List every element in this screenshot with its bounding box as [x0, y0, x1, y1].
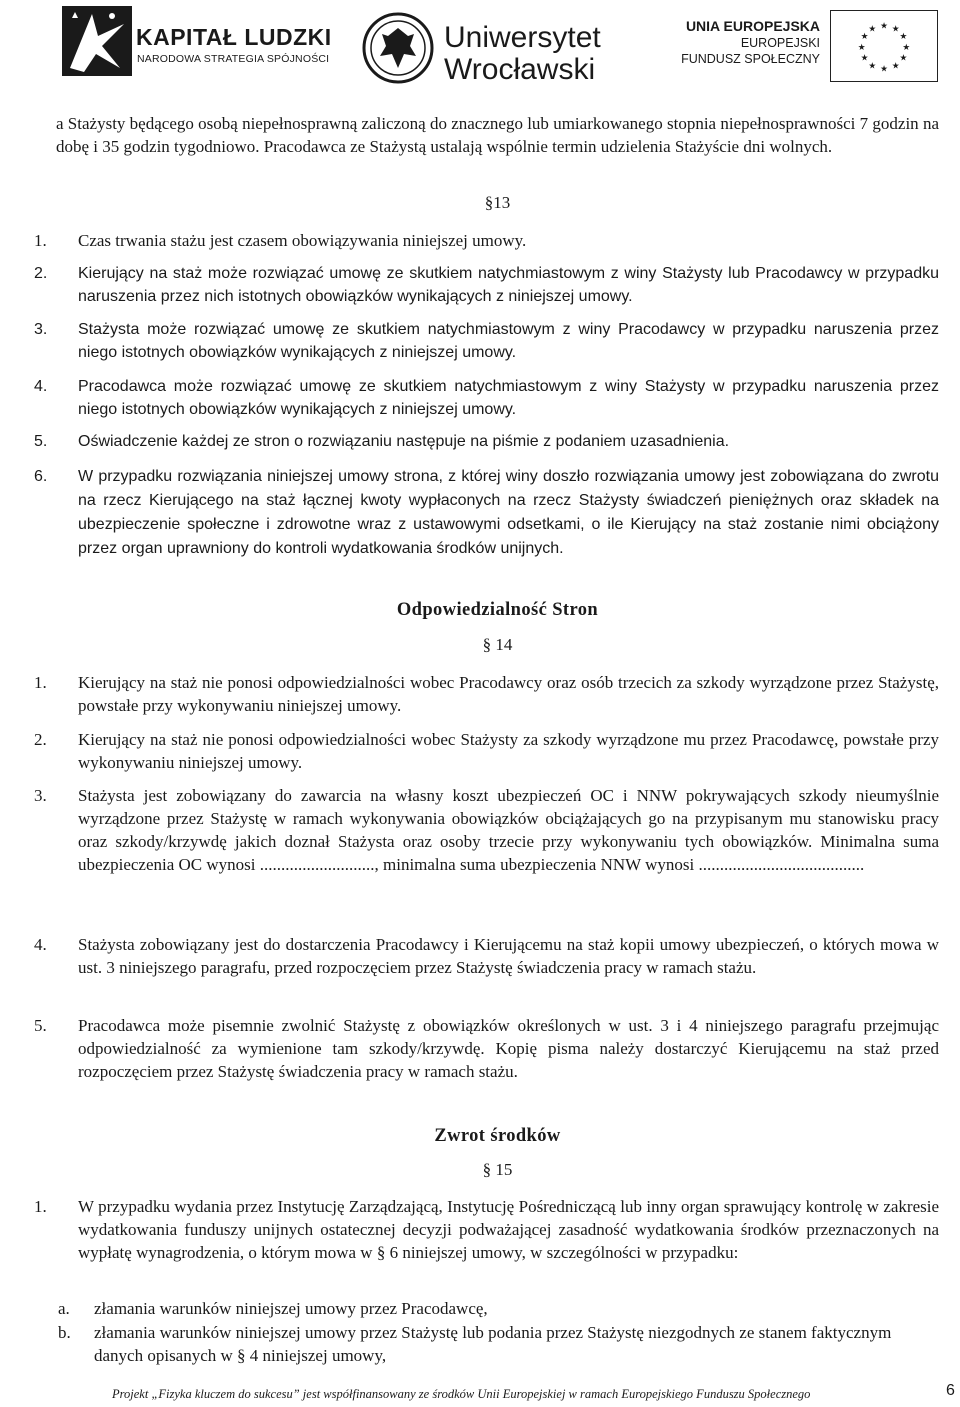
section-14-heading: Odpowiedzialność Stron [396, 600, 599, 620]
s14-item-5 [34, 1014, 939, 1083]
s15-subitem-b [56, 1321, 939, 1367]
section-15-heading: Zwrot środków [434, 1126, 561, 1146]
svg-text:★: ★ [902, 42, 911, 53]
s14-item-5-text: Pracodawca może pisemnie zwolnić Stażystę z obowiązków określonych w ust. 3 i 4 niniejszego paragrafu przejmując odpowiedzialność za wymienione tam szkody/krzywdę. Kopię pisma należy dostarczyć Kierującemu na staż przed rozpoczęciem przez Stażystę świadczenia pracy w ramach stażu. [78, 1016, 939, 1081]
eu-flag-icon [830, 10, 938, 82]
kapital-ludzki-logo [62, 6, 332, 84]
kapital-ludzki-title: KAPITAŁ LUDZKI [136, 24, 332, 50]
section-13-sign: §13 [484, 193, 511, 212]
page-header [0, 0, 960, 92]
s13-item-2 [34, 262, 939, 308]
s13-item-3-text: Stażysta może rozwiązać umowę ze skutkiem natychmiastowym z winy Pracodawcy w przypadku naruszenia przez niego istotnych obowiązków wynikających z niniejszej umowy. [78, 321, 939, 361]
s15-subitem-a [56, 1297, 939, 1320]
s13-item-1-text: Czas trwania stażu jest czasem obowiązywania niniejszej umowy. [78, 231, 527, 250]
s14-item-4-num: 4. [34, 935, 47, 954]
s15-subitem-b-text: złamania warunków niniejszej umowy przez Stażystę lub podania przez Stażystę niezgodnych ze stanem faktycznym danych opisanych w § 4 niniejszej umowy, [94, 1323, 892, 1365]
s15-subitem-b-num: b. [58, 1323, 71, 1342]
s15-item-1-num: 1. [34, 1197, 47, 1216]
s13-item-5 [34, 430, 939, 453]
svg-text:★: ★ [880, 21, 888, 32]
kapital-ludzki-subtitle: NARODOWA STRATEGIA SPÓJNOŚCI [137, 53, 330, 65]
section-15-sign: § 15 [482, 1160, 513, 1179]
s14-item-2-num: 2. [34, 730, 47, 749]
svg-text:★: ★ [857, 42, 866, 53]
s13-item-6 [34, 465, 939, 561]
s14-item-3-num: 3. [34, 786, 47, 805]
eu-logo [681, 10, 950, 82]
s14-item-4-text: Stażysta zobowiązany jest do dostarczenia Pracodawcy i Kierującemu na staż kopii umowy ubezpieczeń, o których mowa w ust. 3 niniejszego paragrafu, przed rozpoczęciem przez Stażystę świadczenia pracy w ramach stażu. [78, 935, 939, 977]
s13-item-3-num: 3. [34, 321, 48, 338]
s13-item-2-text: Kierujący na staż może rozwiązać umowę ze skutkiem natychmiastowym z winy Stażysty lub Pracodawcy w przypadku naruszenia przez nich istotnych obowiązków wynikających z niniejszej umowy. [78, 265, 939, 305]
footer-project-note: Projekt „Fizyka kluczem do sukcesu” jest współfinansowany ze środków Unii Europejskiej w ramach Europejskiego Funduszu Społecznego [112, 1387, 811, 1401]
svg-text:★: ★ [868, 61, 877, 72]
s13-item-4-text: Pracodawca może rozwiązać umowę ze skutkiem natychmiastowym z winy Stażysty w przypadku naruszenia przez niego istotnych obowiązków wynikających z niniejszej umowy. [78, 378, 939, 418]
svg-text:★: ★ [860, 53, 869, 64]
s14-item-2 [34, 728, 939, 774]
s14-item-1 [34, 671, 939, 717]
s13-item-4 [34, 375, 939, 421]
s15-subitem-a-num: a. [58, 1299, 70, 1318]
s13-item-3 [34, 318, 939, 364]
uwr-name [444, 22, 601, 86]
intro-paragraph [56, 112, 939, 158]
s14-item-5-num: 5. [34, 1016, 47, 1035]
svg-text:★: ★ [899, 53, 908, 64]
s15-item-1 [34, 1195, 939, 1264]
eu-fund-line1: EUROPEJSKI [740, 36, 820, 50]
uwr-name-line2: Wrocławski [444, 53, 596, 86]
s14-item-4 [34, 933, 939, 979]
eu-fund-line2: FUNDUSZ SPOŁECZNY [681, 52, 820, 66]
s13-item-5-num: 5. [34, 433, 48, 450]
s15-item-1-text: W przypadku wydania przez Instytucję Zarządzającą, Instytucję Pośredniczącą lub inny organ sprawujący kontrolę w zakresie wydatkowania funduszy unijnych ostatecznej decyzji podważającej zasadność wydatkowania środków przeznaczonych na wypłatę wynagrodzenia, o którym mowa w § 6 niniejszej umowy, w szczególności w przypadku: [78, 1197, 939, 1262]
svg-text:★: ★ [880, 64, 888, 75]
uwr-seal-icon [362, 12, 434, 84]
page-number: 6 [946, 1382, 955, 1399]
uwr-name-line1: Uniwersytet [444, 21, 601, 54]
intro-text: a Stażysty będącego osobą niepełnosprawną zaliczoną do znacznego lub umiarkowanego stopnia niepełnosprawności 7 godzin na dobę i 35 godzin tygodniowo. Pracodawca ze Stażystą ustalają wspólnie termin udzielenia Stażyście dni wolnych. [56, 114, 939, 156]
s14-item-1-num: 1. [34, 673, 47, 692]
svg-text:★: ★ [891, 24, 900, 35]
eu-title: UNIA EUROPEJSKA [685, 18, 820, 34]
s14-item-1-text: Kierujący na staż nie ponosi odpowiedzialności wobec Pracodawcy oraz osób trzecich za szkody wyrządzone przez Stażystę, powstałe przy wykonywaniu niniejszej umowy. [78, 673, 939, 715]
kapital-ludzki-star-icon [62, 6, 132, 76]
s13-item-1-num: 1. [34, 231, 47, 250]
s13-item-2-num: 2. [34, 265, 48, 282]
s14-item-2-text: Kierujący na staż nie ponosi odpowiedzialności wobec Stażysty za szkody wyrządzone mu przez Pracodawcę, powstałe przy wykonywaniu niniejszej umowy. [78, 730, 939, 772]
svg-text:★: ★ [899, 32, 908, 43]
svg-text:★: ★ [860, 32, 869, 43]
svg-text:★: ★ [891, 61, 900, 72]
s13-item-4-num: 4. [34, 378, 48, 395]
eu-text [681, 18, 820, 67]
s15-subitem-a-text: złamania warunków niniejszej umowy przez Pracodawcę, [94, 1299, 488, 1318]
svg-text:★: ★ [868, 24, 877, 35]
uwr-logo [362, 8, 601, 86]
section-14-sign: § 14 [482, 635, 513, 654]
s13-item-6-text: W przypadku rozwiązania niniejszej umowy strona, z której winy doszło rozwiązania umowy jest zobowiązana do zwrotu na rzecz Kierującego na staż łącznej kwoty wypłaconych na rzecz Stażysty świadczeń pieniężnych oraz składek na ubezpieczenie społeczne i zdrowotne wraz z ustawowymi odsetkami, o ile Kierujący na staż zostanie nimi obciążony przez organ uprawniony do kontroli wydatkowania środków unijnych. [78, 468, 939, 557]
s13-item-5-text: Oświadczenie każdej ze stron o rozwiązaniu następuje na piśmie z podaniem uzasadnienia. [78, 433, 730, 450]
s13-item-1 [34, 229, 939, 252]
s14-item-3 [34, 784, 939, 876]
s14-item-3-text: Stażysta jest zobowiązany do zawarcia na własny koszt ubezpieczeń OC i NNW pokrywających szkody nieumyślnie wyrządzone przez Stażystę w ramach wykonywania obowiązków obciążających go na przypisanym mu stanowisku pracy oraz szkody/krzywdę jakich doznał Stażysta oraz osoby trzecie przy wykonywaniu tych obowiązków. Minimalna suma ubezpieczenia OC wynosi ..........................., minimalna suma ubezpieczenia NNW wynosi ....................................... [78, 786, 939, 874]
s13-item-6-num: 6. [34, 468, 48, 485]
